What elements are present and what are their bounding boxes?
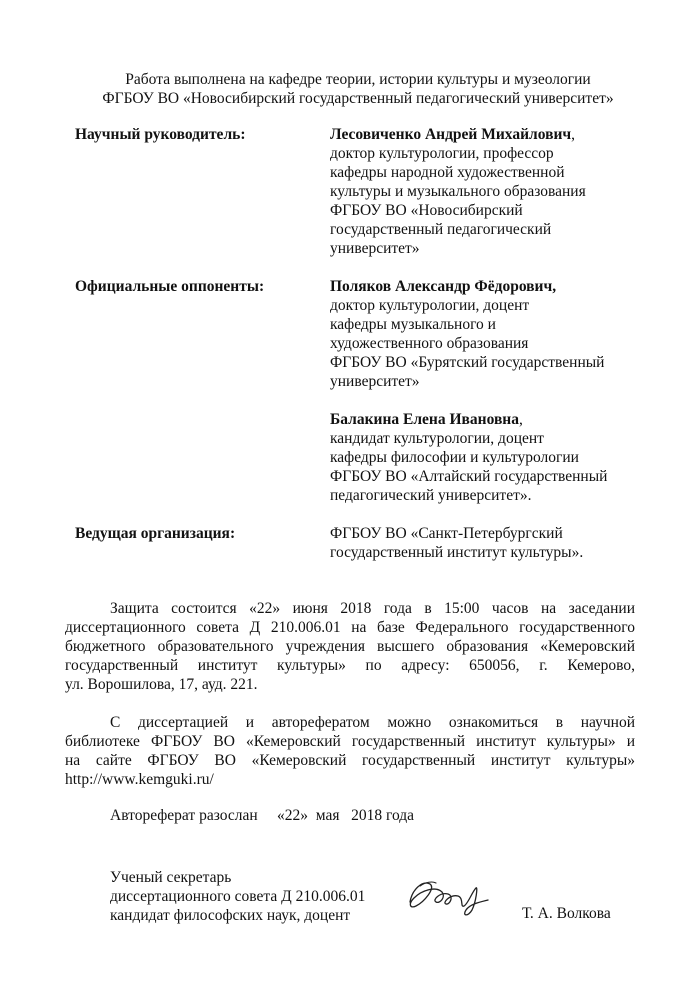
- library-line: на сайте ФГБОУ ВО «Кемеровский государственный институт культуры»: [65, 752, 635, 769]
- supervisor-name-suffix: ,: [571, 126, 575, 143]
- opponent-1-line: художественного образования: [330, 335, 529, 352]
- opponent-2-name: Балакина Елена Ивановна: [330, 411, 519, 428]
- leading-org-line: ФГБОУ ВО «Санкт-Петербургский: [330, 525, 563, 542]
- secretary-block: [110, 868, 365, 925]
- supervisor-line: доктор культурологии, профессор: [330, 145, 554, 162]
- opponent-2-name-line: [330, 410, 607, 429]
- supervisor-line: кафедры народной художественной: [330, 164, 565, 181]
- supervisor-line: культуры и музыкального образования: [330, 183, 586, 200]
- handwritten-signature: [402, 872, 492, 920]
- defense-line-last: ул. Ворошилова, 17, ауд. 221.: [65, 676, 258, 693]
- library-url: http://www.kemguki.ru/: [65, 771, 214, 788]
- defense-line: бюджетного образовательного учреждения высшего образования «Кемеровский: [65, 638, 635, 655]
- header-line-1: Работа выполнена на кафедре теории, истории культуры и музеологии: [125, 71, 591, 88]
- opponent-2-line: кафедры философии и культурологии: [330, 449, 579, 466]
- leading-org-line: государственный институт культуры».: [330, 544, 584, 561]
- header-line-2: ФГБОУ ВО «Новосибирский государственный педагогический университет»: [102, 90, 614, 107]
- defense-line: Защита состоится «22» июня 2018 года в 15:00 часов на заседании: [110, 600, 635, 617]
- defense-line: диссертационного совета Д 210.006.01 на базе Федерального государственного: [65, 619, 635, 636]
- library-line: библиотеке ФГБОУ ВО «Кемеровский государственный институт культуры» и: [65, 733, 635, 750]
- secretary-line: кандидат философских наук, доцент: [110, 907, 351, 924]
- supervisor-line: ФГБОУ ВО «Новосибирский: [330, 202, 523, 219]
- library-line: С диссертацией и авторефератом можно ознакомиться в научной: [110, 714, 635, 731]
- opponent-2-line: кандидат культурологии, доцент: [330, 430, 544, 447]
- supervisor-line: университет»: [330, 240, 420, 257]
- opponent-2-block: [330, 410, 607, 505]
- opponent-1-name: Поляков Александр Фёдорович,: [330, 278, 557, 295]
- secretary-name: Т. А. Волкова: [522, 905, 611, 922]
- opponent-2-line: педагогический университет».: [330, 487, 532, 504]
- opponent-2-name-suffix: ,: [519, 411, 523, 428]
- supervisor-name: Лесовиченко Андрей Михайлович: [330, 126, 572, 143]
- header: [78, 70, 638, 108]
- opponents-label: Официальные оппоненты:: [75, 278, 265, 295]
- supervisor-label: Научный руководитель:: [75, 126, 246, 143]
- defense-paragraph: [65, 599, 635, 694]
- opponent-1-line: университет»: [330, 373, 420, 390]
- leading-org-block: [330, 524, 583, 562]
- defense-line: государственный институт культуры» по адресу: 650056, г. Кемерово,: [65, 657, 635, 674]
- opponent-2-line: ФГБОУ ВО «Алтайский государственный: [330, 468, 608, 485]
- secretary-line: диссертационного совета Д 210.006.01: [110, 888, 366, 905]
- opponent-1-block: [330, 277, 604, 391]
- opponent-1-line: доктор культурологии, доцент: [330, 297, 530, 314]
- supervisor-name-line: [330, 125, 586, 144]
- sent-date: Автореферат разослан «22» мая 2018 года: [110, 807, 415, 824]
- secretary-line: Ученый секретарь: [110, 869, 232, 886]
- opponent-1-line: кафедры музыкального и: [330, 316, 496, 333]
- supervisor-line: государственный педагогический: [330, 221, 552, 238]
- supervisor-block: [330, 125, 586, 258]
- opponent-1-line: ФГБОУ ВО «Бурятский государственный: [330, 354, 605, 371]
- library-paragraph: [65, 713, 635, 789]
- leading-org-label: Ведущая организация:: [75, 525, 236, 542]
